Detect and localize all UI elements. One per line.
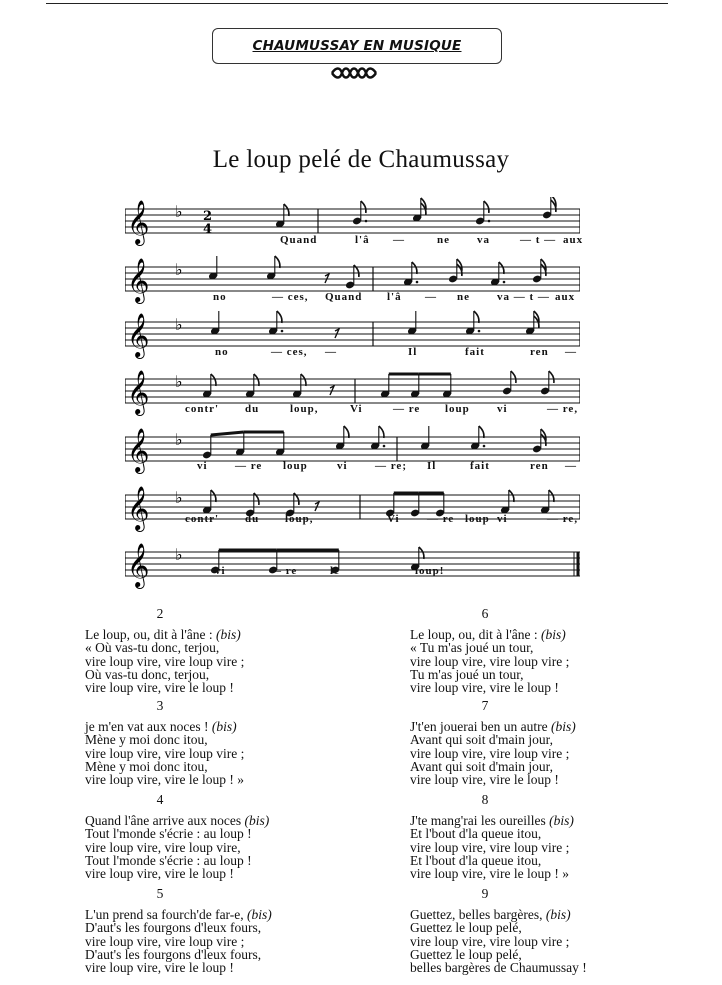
verse-text: Où vas-tu donc, terjou, [85, 666, 210, 682]
lyric-syllable: le [330, 565, 340, 577]
verse-number: 6 [481, 606, 489, 621]
note-flag [474, 311, 479, 323]
verse-text: vire loup vire, vire le loup ! [410, 680, 559, 696]
lyric-syllable: Vi [350, 403, 363, 415]
verse-text: Avant qui soit d'main jour, [410, 758, 554, 774]
verse-text: vire loup vire, vire le loup ! [85, 960, 234, 976]
treble-clef-icon: 𝄞 [127, 543, 150, 587]
note-flag [549, 490, 554, 502]
note-flag [361, 201, 366, 213]
verse-text: « Où vas-tu donc, terjou, [85, 640, 220, 656]
lyric-syllable: no [215, 346, 229, 358]
lyric-syllable: Quand [325, 291, 363, 303]
lyric-syllable: — re; [375, 460, 407, 472]
lyric-syllable: — re, [547, 403, 579, 415]
lyric-syllable: Il [408, 346, 418, 358]
note-flag [412, 262, 417, 274]
lyric-syllable: vi [215, 565, 226, 577]
staff-svg [125, 197, 580, 257]
note-flag [484, 201, 489, 213]
lyrics-line [125, 460, 580, 474]
note-flag [277, 311, 282, 323]
verse-text: Le loup, ou, dit à l'âne : [410, 627, 542, 643]
note-flag [379, 426, 384, 438]
lyric-syllable: — re [270, 565, 298, 577]
header-title: CHAUMUSSAY EN MUSIQUE [252, 38, 462, 54]
lyric-syllable: — t — [520, 234, 557, 246]
lyrics-line [125, 403, 580, 417]
lyric-syllable: — [425, 291, 437, 303]
lyric-syllable: — re [393, 403, 421, 415]
lyric-syllable: ne [457, 291, 470, 303]
verse-number: 7 [481, 698, 489, 713]
verse-number: 9 [481, 886, 489, 901]
verse-text: Le loup, ou, dit à l'âne : [85, 627, 217, 643]
verse [85, 607, 325, 694]
verse [85, 793, 325, 880]
verse-line [85, 867, 325, 880]
verse-text: vire loup vire, vire le loup ! » [85, 772, 244, 788]
note-dot [383, 445, 386, 448]
staff-system [125, 367, 580, 427]
verse-number: 5 [156, 886, 164, 901]
verse-text: Quand l'âne arrive aux noces [85, 813, 245, 829]
lyric-syllable: loup, [290, 403, 319, 415]
lyric-syllable: — ces, [271, 346, 308, 358]
verse-text: D'aut's les fourgons d'leux fours, [85, 920, 262, 936]
verse-text: vire loup vire, vire le loup ! [85, 680, 234, 696]
lyric-syllable: va [477, 234, 490, 246]
lyric-syllable: aux [563, 234, 584, 246]
verse-text: vire loup vire, vire loup vire ; [410, 933, 570, 949]
lyric-syllable: loup [445, 403, 470, 415]
verse-text: vire loup vire, vire loup vire ; [85, 933, 245, 949]
verse-text: Et l'bout d'la queue itou, [410, 852, 542, 868]
lyric-syllable: — ces, [272, 291, 309, 303]
verse-text: Tout l'monde s'écrie : au loup ! [85, 826, 252, 842]
treble-clef-icon: 𝄞 [127, 313, 150, 357]
verse-text: vire loup vire, vire le loup ! [410, 772, 559, 788]
lyric-syllable: vi [497, 403, 508, 415]
note-flag [479, 426, 484, 438]
flat-icon: ♭ [175, 488, 183, 507]
lyric-syllable: ren [530, 460, 549, 472]
flat-icon: ♭ [175, 202, 183, 221]
note-flag [211, 374, 216, 386]
verse-number: 2 [156, 606, 164, 621]
lyric-syllable: contr' [185, 513, 220, 525]
note-dot [478, 330, 481, 333]
flat-icon: ♭ [175, 315, 183, 334]
note-flag [419, 547, 424, 559]
lyric-syllable: fait [465, 346, 485, 358]
time-signature-bottom: 4 [203, 222, 213, 237]
bis-marker: (bis) [545, 907, 571, 923]
lyric-syllable: ren [530, 346, 549, 358]
bis-marker: (bis) [549, 813, 574, 829]
staff-svg [125, 425, 580, 485]
verse-line [85, 773, 325, 786]
flat-icon: ♭ [175, 545, 183, 564]
lyric-syllable: aux [555, 291, 576, 303]
verse-text: vire loup vire, vire loup vire, [85, 839, 241, 855]
lyric-syllable: — re [235, 460, 263, 472]
verse-text: Mène y moi donc itou, [85, 758, 208, 774]
note-flag [344, 426, 349, 438]
verse-text: Guettez le loup pelé, [410, 946, 522, 962]
verse-text: vire loup vire, vire loup vire ; [410, 745, 570, 761]
lyric-syllable: fait [470, 460, 490, 472]
lyrics-line [125, 565, 580, 579]
staff-system [125, 197, 580, 257]
verse-text: vire loup vire, vire loup vire ; [410, 839, 570, 855]
verse [410, 887, 650, 974]
lyric-syllable: l'â [355, 234, 370, 246]
lyrics-line [125, 346, 580, 360]
lyric-syllable: loup [283, 460, 308, 472]
lyric-syllable: vi [197, 460, 208, 472]
staff-svg [125, 255, 580, 315]
time-signature-top: 2 [203, 209, 213, 224]
note-dot [281, 330, 284, 333]
note-flag [284, 204, 289, 216]
note-flag [275, 256, 280, 268]
note-flag [549, 371, 554, 383]
lyric-syllable: — [393, 234, 405, 246]
verse-text: Et l'bout d'la queue itou, [410, 826, 542, 842]
lyric-syllable: Quand [280, 234, 318, 246]
verse-text: J'te mang'rai les oureilles [410, 813, 550, 829]
bis-marker: (bis) [244, 813, 270, 829]
verse-text: vire loup vire, vire loup vire ; [85, 653, 245, 669]
staff-system [125, 310, 580, 370]
verse [85, 887, 325, 974]
bis-marker: (bis) [247, 907, 272, 923]
lyric-syllable: loup, [285, 513, 314, 525]
verse-line [410, 681, 650, 694]
lyric-syllable: — [325, 346, 337, 358]
treble-clef-icon: 𝄞 [127, 428, 150, 472]
verse-line [85, 961, 325, 974]
note-dot [503, 281, 506, 284]
verse-text: Tout l'monde s'écrie : au loup ! [85, 852, 252, 868]
bis-marker: (bis) [216, 627, 241, 643]
staff-system [125, 425, 580, 485]
verse-text: vire loup vire, vire le loup ! » [410, 866, 569, 882]
lyrics-line [125, 234, 584, 248]
treble-clef-icon: 𝄞 [127, 486, 150, 530]
note-dot [483, 445, 486, 448]
lyrics-line [125, 513, 580, 527]
staff-svg [125, 367, 580, 427]
verse-text: Guettez le loup pelé, [410, 920, 522, 936]
verse-line [410, 773, 650, 786]
ornament-icon [330, 67, 378, 79]
verse-text: J't'en jouerai ben un autre [410, 719, 551, 735]
song-title: Le loup pelé de Chaumussay [212, 146, 510, 173]
lyric-syllable: l'â [387, 291, 402, 303]
verse-text: « Tu m'as joué un tour, [410, 640, 534, 656]
treble-clef-icon: 𝄞 [127, 258, 150, 302]
lyric-syllable: — [565, 346, 577, 358]
lyric-syllable: Il [427, 460, 437, 472]
note-dot [416, 281, 419, 284]
lyric-syllable: contr' [185, 403, 220, 415]
note-dot [365, 220, 368, 223]
verse-text: belles bargères de Chaumussay ! [410, 960, 587, 976]
flat-icon: ♭ [175, 372, 183, 391]
note-flag [499, 262, 504, 274]
verse-text: L'un prend sa fourch'de far-e, [85, 907, 248, 923]
lyric-syllable: loup! [415, 565, 445, 577]
verse [410, 793, 650, 880]
verse-number: 3 [156, 698, 164, 713]
verse-line [85, 681, 325, 694]
lyric-syllable: ne [437, 234, 450, 246]
verse-text: Avant qui soit d'main jour, [410, 732, 554, 748]
verse-text: vire loup vire, vire loup vire ; [85, 745, 245, 761]
verse-text: Mène y moi donc itou, [85, 732, 208, 748]
verse-line [410, 867, 650, 880]
staff-svg [125, 310, 580, 370]
treble-clef-icon: 𝄞 [127, 200, 150, 244]
lyric-syllable: du [245, 403, 260, 415]
lyrics-line [125, 291, 580, 305]
verse-text: vire loup vire, vire loup vire ; [410, 653, 570, 669]
note-flag [509, 490, 514, 502]
lyric-syllable: vi [337, 460, 348, 472]
lyric-syllable: Vi [387, 513, 400, 525]
lyric-syllable: va — t — [497, 291, 550, 303]
lyric-syllable: no [213, 291, 227, 303]
flat-icon: ♭ [175, 430, 183, 449]
note-flag [511, 371, 516, 383]
bis-marker: (bis) [211, 719, 237, 735]
note-flag [254, 374, 259, 386]
note-beam [211, 432, 244, 435]
verse-text: je m'en vat aux noces ! [85, 719, 212, 735]
verse [410, 607, 650, 694]
treble-clef-icon: 𝄞 [127, 370, 150, 414]
lyric-syllable: — [565, 460, 577, 472]
verse [85, 699, 325, 786]
bis-marker: (bis) [541, 627, 566, 643]
note-dot [488, 220, 491, 223]
verse-line [410, 961, 650, 974]
verse-text: D'aut's les fourgons d'leux fours, [85, 946, 262, 962]
note-flag [301, 374, 306, 386]
header-box [212, 28, 502, 64]
staff-system [125, 255, 580, 315]
lyric-syllable: — re, [547, 513, 579, 525]
verse [410, 699, 650, 786]
lyric-syllable: loup [465, 513, 490, 525]
bis-marker: (bis) [550, 719, 576, 735]
note-flag [211, 490, 216, 502]
verse-number: 4 [156, 792, 164, 807]
verse-number: 8 [481, 792, 489, 807]
verse-text: vire loup vire, vire le loup ! [85, 866, 234, 882]
top-rule [46, 3, 668, 4]
flat-icon: ♭ [175, 260, 183, 279]
lyric-syllable: — re [427, 513, 455, 525]
lyric-syllable: vi [497, 513, 508, 525]
verse-text: Tu m'as joué un tour, [410, 666, 524, 682]
verse-text: Guettez, belles bargères, [410, 907, 546, 923]
lyric-syllable: du [245, 513, 260, 525]
